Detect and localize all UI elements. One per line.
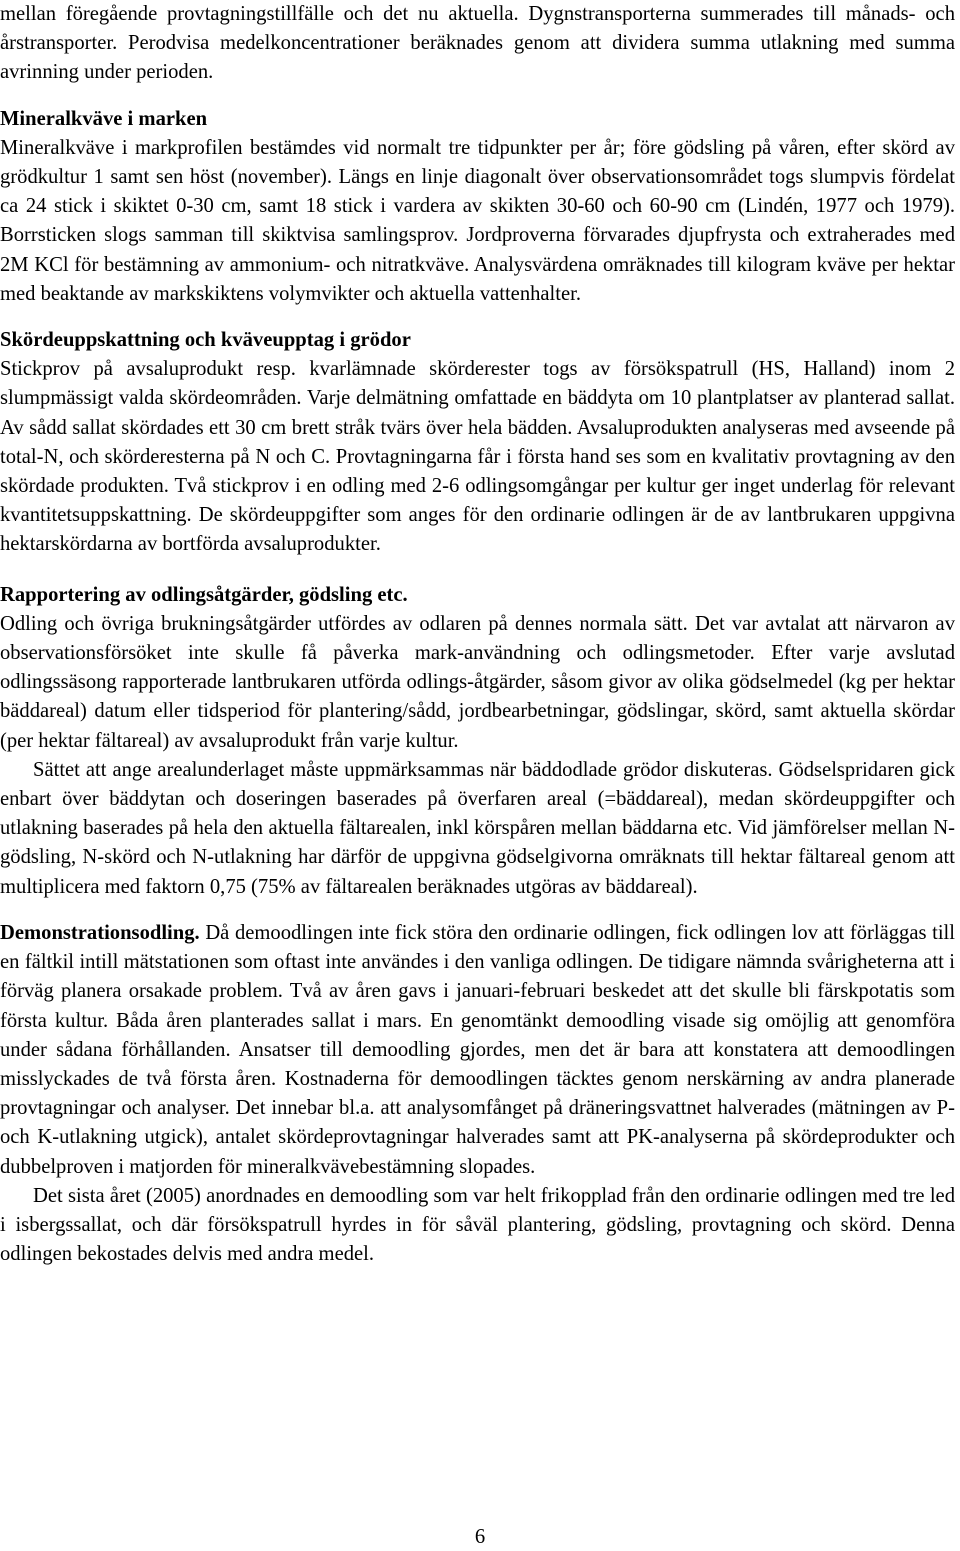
section-body-mineral: Mineralkväve i markprofilen bestämdes vid normalt tre tidpunkter per år; före gödsling på våren, efter skörd av grödkultur 1 samt sen höst (november). Längs en linje diagonalt över observationsområdet togs slumpvis fördelat ca 24 stick i skiktet 0-30 cm, samt 18 stick i vardera av skikten 30-60 och 60-90 cm (Lindén, 1977 och 1979). Borrsticken slogs samman till skiktvisa samlingsprov. Jordproverna förvarades djupfrysta och extraherades med 2M KCl för bestämning av ammonium- och nitratkväve. Analysvärdena omräknades till kilogram kväve per hektar med beaktande av markskiktens volymvikter och aktuella vattenhalter. <box>0 136 955 305</box>
section-reporting <box>0 581 955 902</box>
section-heading-demo: Demonstrationsodling. <box>0 921 200 944</box>
page-number: 6 <box>474 1526 486 1548</box>
section-heading-mineral: Mineralkväve i marken <box>0 107 208 130</box>
section-body-reporting-continued: Sättet att ange arealunderlaget måste uppmärksammas när bäddodlade grödor diskuteras. Gödselspridaren gick enbart över bäddytan och doseringen baserades på överfaren areal (=bäddareal), medan skördeuppgifter och utlakning baserades på hela den aktuella fältarealen, inkl körspåren mellan bäddarna etc. Vid jämförelser mellan N-gödsling, N-skörd och N-utlakning har därför de uppgivna gödselgivorna omräknats till hektar fältareal genom att multiplicera med faktorn 0,75 (75% av fältarealen beräknades utgöras av bäddareal). <box>0 758 955 898</box>
intro-paragraph: mellan föregående provtagningstillfälle och det nu aktuella. Dygnstransporterna summerades till månads- och årstransporter. Perodvisa medelkoncentrationer beräknades genom att dividera summa utlakning med summa avrinning under perioden. <box>0 3 955 84</box>
section-mineral <box>0 105 955 309</box>
section-body-demo-text: Då demoodlingen inte fick störa den ordinarie odlingen, fick odlingen lov att förläggas till en fältkil intill mätstationen som oftast inte användes i den vanliga odlingen. De tidigare nämnda svårigheterna att i förväg planera orsakade problem. Två av åren gavs i januari-februari beskedet att det skulle bli färskpotatis som första kultur. Båda åren planterades sallat i mars. En genomtänkt demoodling visade sig omöjlig att genomföra under sådana förhållanden. Ansatser till demoodling gjordes, men det är bara att konstatera att demoodlingen misslyckades de två första åren. Kostnaderna för demoodlingen täcktes genom nerskärning av andra planerade provtagningar och analyser. Det innebar bl.a. att analysomfånget på dräneringsvattnet halverades (mätningen av P- och K-utlakning utgick), antalet skördeprovtagningar halverades samt att PK-analyserna på skördeprodukter och dubbelproven i matjorden för mineralkvävebestämning slopades. <box>0 921 956 1178</box>
section-heading-harvest: Skördeuppskattning och kväveupptag i grödor <box>0 329 411 352</box>
section-demo <box>0 919 955 1269</box>
section-body-demo-continued: Det sista året (2005) anordnades en demoodling som var helt frikopplad från den ordinarie odlingen med tre led i isbergssallat, och där försökspatrull hyrdes in för såväl plantering, gödsling, provtagning och skörd. Denna odlingen bekostades delvis med andra medel. <box>0 1184 955 1266</box>
section-body-demo <box>0 919 955 1182</box>
section-body-harvest: Stickprov på avsaluprodukt resp. kvarlämnade skörderester togs av försökspatrull (HS, Halland) inom 2 slumpmässigt valda skördeområden. Varje delmätning omfattade en bäddyta om 10 plantplatser av planterad sallat. Av sådd sallat skördades ett 30 cm brett stråk tvärs över hela bädden. Avsaluprodukten analyseras med avseende på total-N, och skörderesterna på N och C. Provtagningarna får i första hand ses som en kvalitativ provtagning av den skördade produkten. Två stickprov i en odling med 2-6 odlingsomgångar per kultur ger inget underlag för relevant kvantitetsuppskattning. De skördeuppgifter som anges för den ordinarie odlingen är de av lantbrukaren uppgivna hektarskördarna av bortförda avsaluprodukter. <box>0 358 955 556</box>
section-body-reporting: Odling och övriga brukningsåtgärder utfördes av odlaren på dennes normala sätt. Det var avtalat att närvaron av observationsförsöket inte skulle få påverka mark-användning och odlingsmetoder. Efter varje avslutad odlingssäsong rapporterade lantbrukaren utförda odlings-åtgärder, såsom givor av olika gödselmedel (kg per hektar bäddareal) datum eller tidsperiod för plantering/sådd, jordbearbetningar, gödslingar, skörd, samt aktuella skördar (per hektar fältareal) av avsaluprodukt från varje kultur. <box>0 612 955 752</box>
section-harvest <box>0 326 955 560</box>
section-heading-reporting: Rapportering av odlingsåtgärder, gödsling etc. <box>0 583 408 606</box>
